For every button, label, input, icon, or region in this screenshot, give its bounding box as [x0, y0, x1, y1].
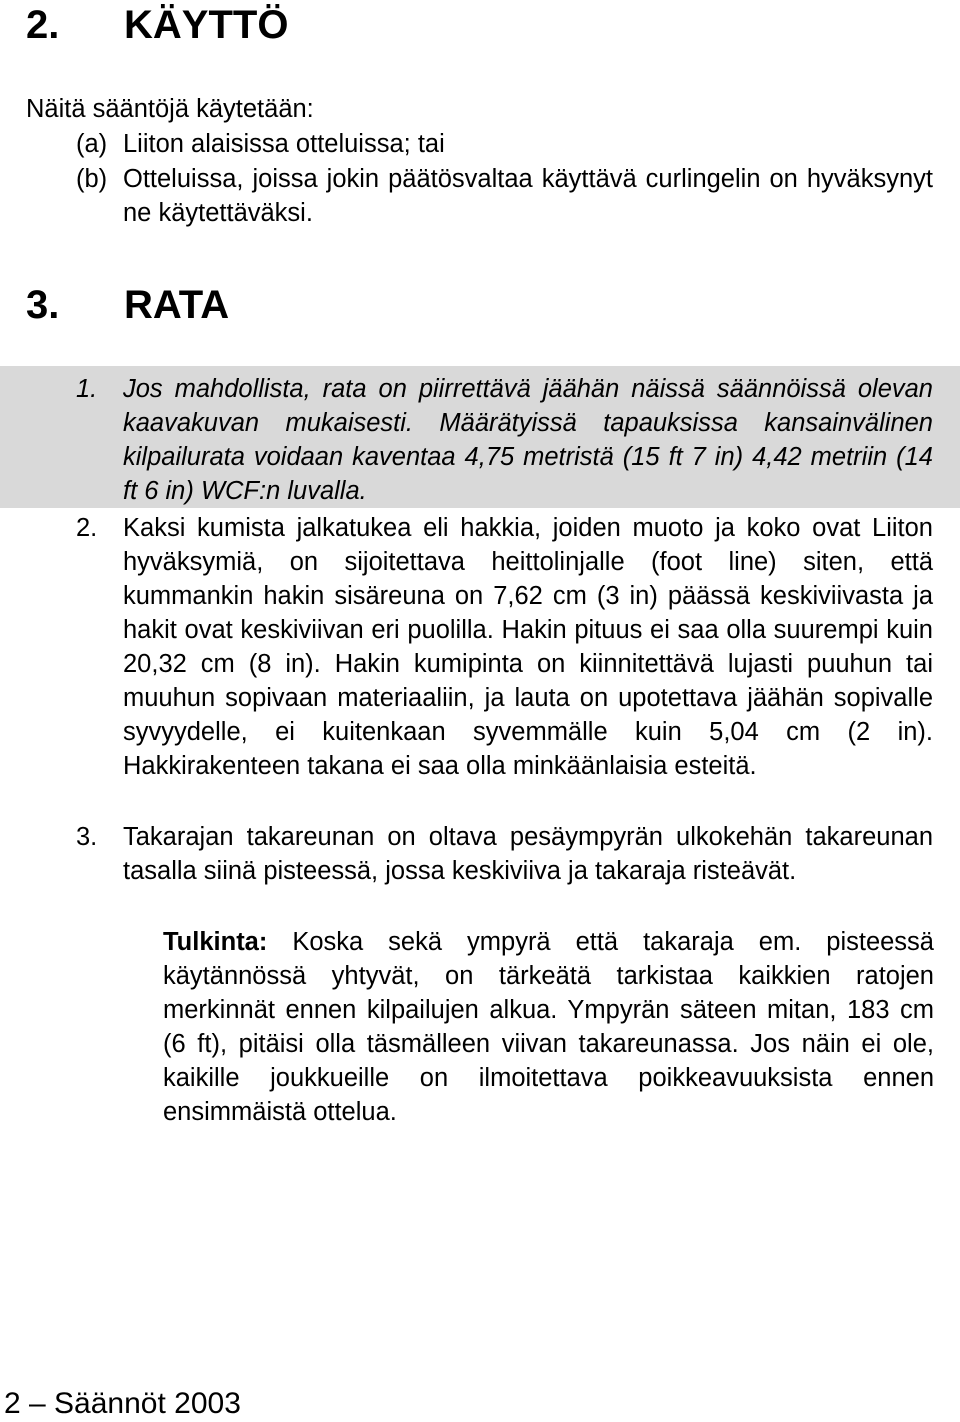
rule-text: Kaksi kumista jalkatukea eli hakkia, joiden muoto ja koko ovat Liiton hyväksymiä, on sijoitettava heittolinjalle (foot line) siten, että kummankin hakin sisäreuna on 7,62 cm (3 in) päässä keskiviivasta ja hakit ovat keskiviivan eri puolilla. Hakin pituus ei saa olla suurempi kuin 20,32 cm (8 in). Hakin kumipinta on kiinnitettävä lujasti puuhun tai muuhun sopivaan materiaaliin, ja lauta on upotettava jäähän sopivalle syvyydelle, ei kuitenkaan syvemmälle kuin 5,04 cm (2 in). Hakkirakenteen takana ei saa olla minkäänlaisia esteitä. — [123, 514, 933, 780]
section-heading-rink — [26, 282, 426, 328]
section-heading-usage — [26, 2, 426, 48]
usage-intro: Näitä sääntöjä käytetään: — [26, 95, 314, 123]
rule-text: Jos mahdollista, rata on piirrettävä jäähän näissä säännöissä olevan kaavakuvan mukaisesti. Määrätyissä tapauksissa kansainvälinen kilpailurata voidaan kaventaa 4,75 metristä (15 ft 7 in) 4,42 metriin (14 ft 6 in) WCF:n luvalla. — [123, 375, 933, 505]
interpretation-label: Tulkinta: — [163, 928, 268, 956]
page-footer: 2 – Säännöt 2003 — [4, 1387, 241, 1420]
rule-text: Takarajan takareunan on oltava pesäympyrän ulkokehän takareunan tasalla siinä pisteessä, jossa keskiviiva ja takaraja risteävät. — [123, 823, 933, 885]
rule-marker: 2. — [76, 514, 98, 542]
rule-marker: 3. — [76, 823, 98, 851]
interpretation — [163, 925, 934, 1129]
usage-item-marker: (b) — [76, 165, 108, 193]
usage-item-text: Otteluissa, joissa jokin päätösvaltaa käyttävä curlingelin on hyväksynyt ne käytettäväksi. — [123, 165, 933, 227]
section-number: 3. — [26, 283, 60, 327]
section-title: RATA — [124, 283, 230, 327]
usage-item-marker: (a) — [76, 130, 108, 158]
rule-marker: 1. — [76, 375, 98, 403]
interpretation-text: Koska sekä ympyrä että takaraja em. pisteessä käytännössä yhtyvät, on tärkeätä tarkistaa kaikkien ratojen merkinnät ennen kilpailujen alkua. Ympyrän säteen mitan, 183 cm (6 ft), pitäisi olla täsmälleen viivan takareunassa. Jos näin ei ole, kaikille joukkueille on ilmoitettava poikkeavuuksista ennen ensimmäistä ottelua. — [163, 928, 934, 1126]
section-title: KÄYTTÖ — [124, 3, 289, 47]
section-number: 2. — [26, 3, 60, 47]
usage-item-text: Liiton alaisissa otteluissa; tai — [123, 130, 445, 158]
